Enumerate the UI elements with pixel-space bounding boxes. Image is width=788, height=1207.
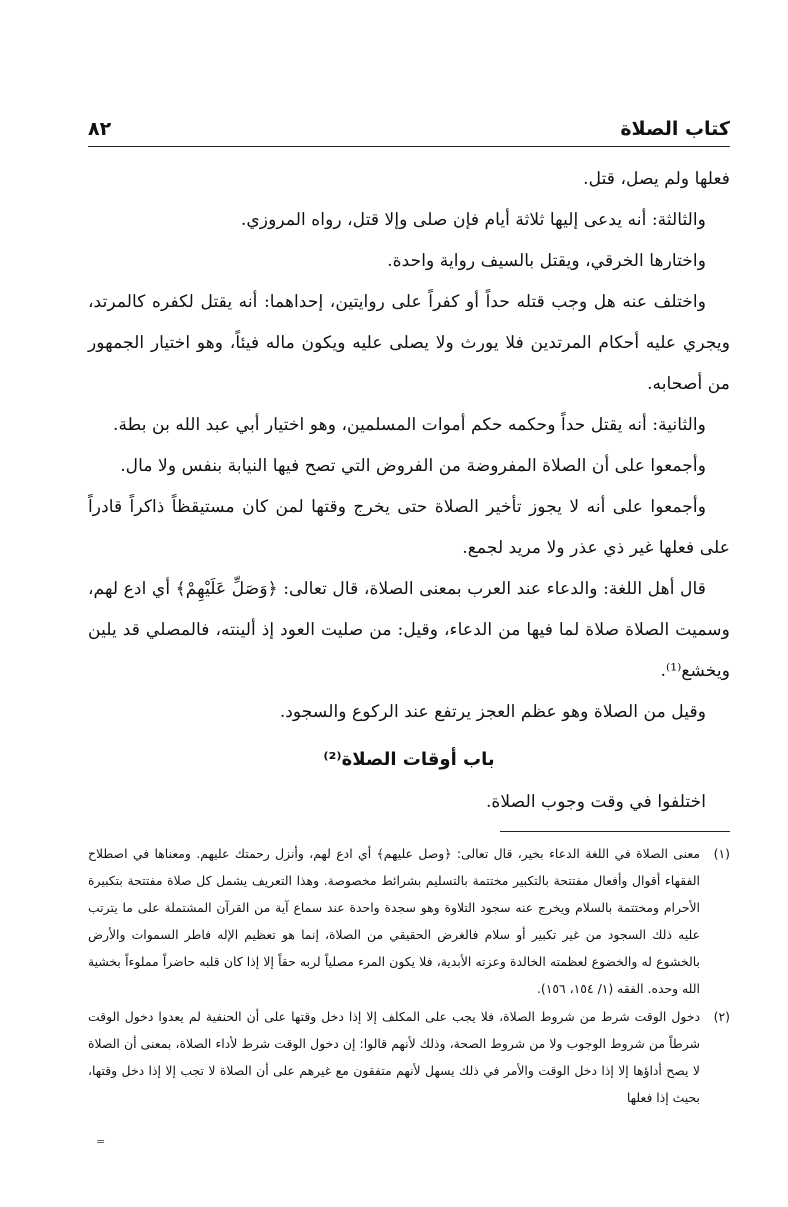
footnote-number: (١) (713, 846, 730, 861)
footnote-number: (٢) (713, 1009, 730, 1024)
page (88, 118, 730, 1111)
paragraph: والثالثة: أنه يدعى إليها ثلاثة أيام فإن صلى وإلا قتل، رواه المروزي. (240, 210, 706, 230)
paragraph: والثانية: أنه يقتل حداً وحكمه حكم أموات المسلمين، وهو اختيار أبي عبد الله بن بطة. (113, 415, 706, 435)
footnote (88, 840, 730, 1002)
section-heading: باب أوقات الصلاة⁽²⁾ (323, 749, 495, 770)
paragraph: وأجمعوا على أنه لا يجوز تأخير الصلاة حتى يخرج وقتها لمن كان مستيقظاً ذاكراً قادراً على فعلها غير ذي عذر ولا مريد لجمع. (88, 497, 730, 558)
running-title: كتاب الصلاة (620, 118, 730, 140)
paragraph: اختلفوا في وقت وجوب الصلاة. (485, 792, 706, 812)
paragraph: فعلها ولم يصل، قتل. (583, 169, 730, 189)
main-text (88, 159, 730, 823)
paragraph: واختلف عنه هل وجب قتله حداً أو كفراً على روايتين، إحداهما: أنه يقتل لكفره كالمرتد، ويجري عليه أحكام المرتدين فلا يورث ولا يصلى عليه ويكون ماله فيئاً، وهو اختيار الجمهور من أصحابه. (88, 292, 730, 394)
paragraph: وأجمعوا على أن الصلاة المفروضة من الفروض التي تصح فيها النيابة بنفس ولا مال. (120, 456, 706, 476)
margin-mark: = (96, 1135, 106, 1148)
paragraph: وقيل من الصلاة وهو عظم العجز يرتفع عند الركوع والسجود. (279, 702, 706, 722)
footnote (88, 1003, 730, 1111)
footnote-text: معنى الصلاة في اللغة الدعاء بخير، قال تعالى: ﴿وصل عليهم﴾ أي ادع لهم، وأنزل رحمتك عليهم. ومعناها في اصطلاح الفقهاء أقوال وأفعال مفتتحة بالتكبير مختتمة بالتسليم بشرائط مخصوصة. وهذا التعريف يشمل كل صلاة مفتتحة بتكبيرة الأحرام ومختتمة بالسلام ويخرج عنه سجود التلاوة وهو سجدة واحدة عند سماع آية من القرآن المشتملة على ما يترتب عليه ذلك السجود من غير تكبير أو سلام فالغرض الحقيقي من الصلاة، إنما هو تعظيم الإله فاطر السموات والأرض بالخشوع له والخضوع لعظمته الخالدة وعزته الأبدية، فلا يكون المرء مصلياً لربه حقاً إلا إذا كان قلبه حاضراً مملوءاً بخشية الله وحده. الفقه (١/ ١٥٤، ١٥٦). (88, 846, 700, 996)
footnote-separator (500, 831, 730, 832)
paragraph: قال أهل اللغة: والدعاء عند العرب بمعنى الصلاة، قال تعالى: ﴿وَصَلِّ عَلَيْهِمْ﴾ أي ادع لهم، وسميت الصلاة صلاة لما فيها من الدعاء، وقيل: من صليت العود إذ ألينته، فالمصلي قد يلين ويخشع⁽¹⁾. (88, 579, 730, 681)
footnote-text: دخول الوقت شرط من شروط الصلاة، فلا يجب على المكلف إلا إذا دخل وقتها على أن الحنفية لم يعدوا دخول الوقت شرطاً من شروط الوجوب ولا من شروط الصحة، وذلك لأنهم قالوا: إن دخول الوقت شرط لأداء الصلاة، بمعنى أن الصلاة لا يصح أداؤها إلا إذا دخل الوقت والأمر في ذلك يسهل لأنهم متفقون مع غيرهم على أن الصلاة لا تجب إلا إذا دخل وقتها، بحيث إذا فعلها (88, 1009, 700, 1105)
page-number: ٨٢ (88, 118, 112, 140)
page-header (88, 118, 730, 147)
paragraph: واختارها الخرقي، ويقتل بالسيف رواية واحدة. (387, 251, 706, 271)
